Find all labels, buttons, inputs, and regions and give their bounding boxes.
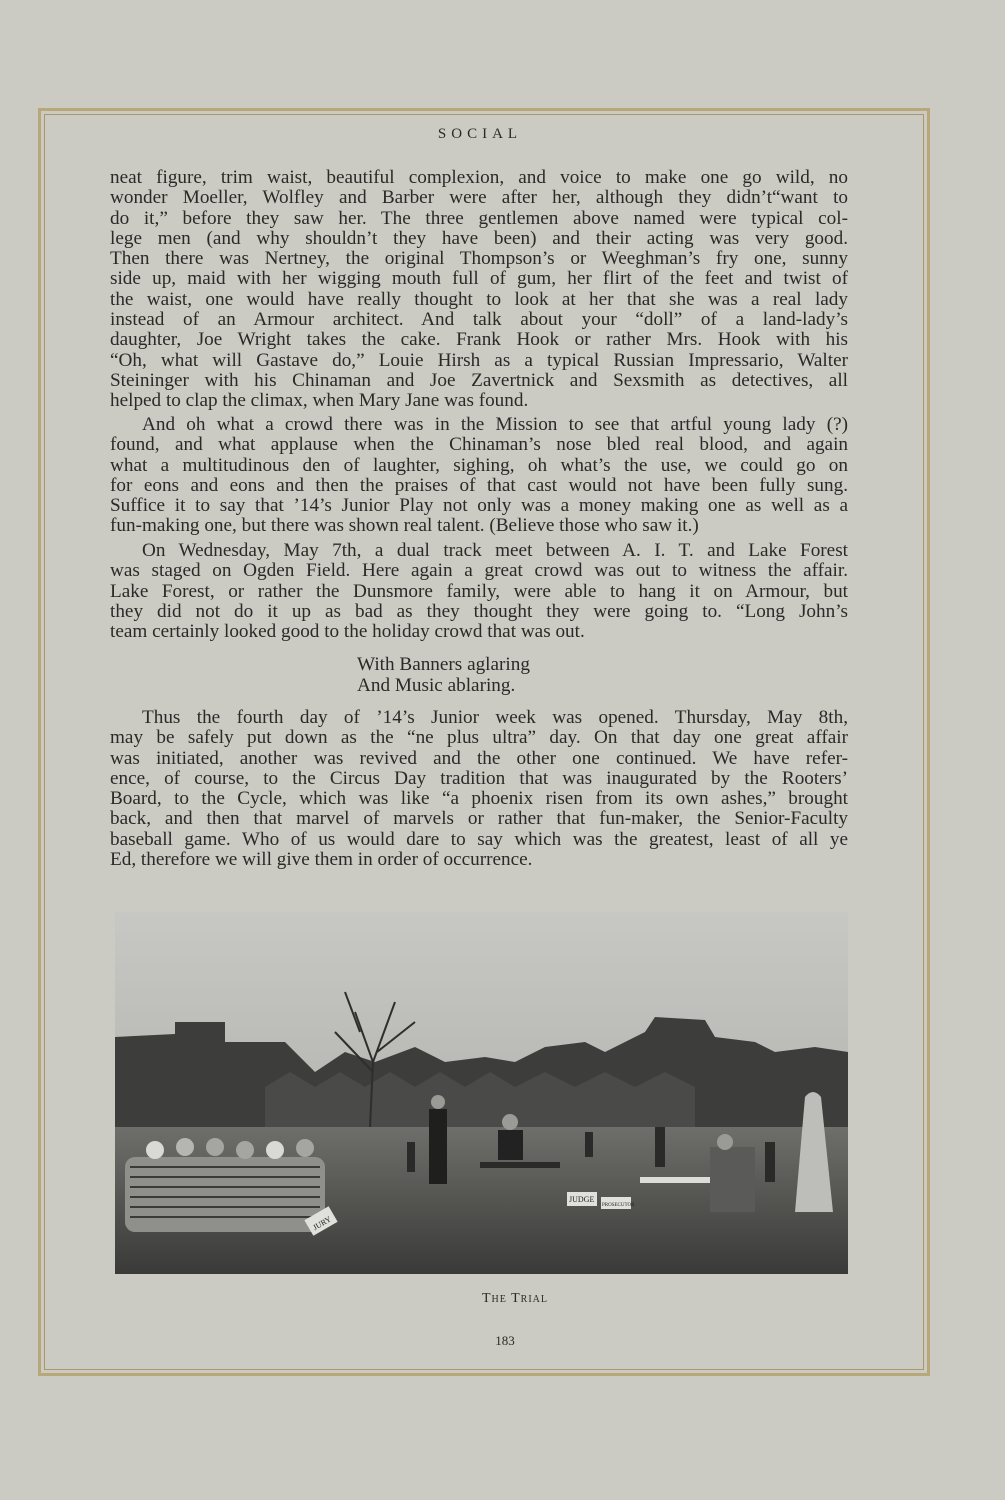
text-line: Then there was Nertney, the original Thompson’s or Weeghman’s fry one, sunny xyxy=(110,248,848,270)
text-line: was staged on Ogden Field. Here again a great crowd was out to witness the affair. xyxy=(110,560,848,582)
svg-text:PROSECUTOR: PROSECUTOR xyxy=(602,1203,635,1208)
text-line: On Wednesday, May 7th, a dual track meet between A. I. T. and Lake Forest xyxy=(142,540,848,561)
text-line: they did not do it up as bad as they thought they were going to. “Long John’s xyxy=(110,600,848,622)
text-line: Lake Forest, or rather the Dunsmore family, were able to hang it on Armour, but xyxy=(110,580,848,602)
photo-the-trial xyxy=(115,912,848,1274)
text-line: do it,” before they saw her. The three gentlemen above named were typical col- xyxy=(110,207,848,229)
paragraph-4 xyxy=(110,708,848,870)
text-line: team certainly looked good to the holiday crowd that was out. xyxy=(110,621,585,643)
text-line: fun-making one, but there was shown real talent. (Believe those who saw it.) xyxy=(110,515,699,537)
text-line: helped to clap the climax, when Mary Jane was found. xyxy=(110,390,529,412)
text-line: back, and then that marvel of marvels or rather that fun-maker, the Senior-Faculty xyxy=(110,808,848,830)
text-line: Suffice it to say that ’14’s Junior Play not only was a money making one as well as a xyxy=(110,495,848,517)
text-line: the waist, one would have really thought to look at her that she was a real lady xyxy=(110,288,848,310)
text-line: Thus the fourth day of ’14’s Junior week was opened. Thursday, May 8th, xyxy=(142,707,848,728)
paragraph-2 xyxy=(110,415,848,537)
text-line: may be safely put down as the “ne plus ultra” day. On that day one great affair xyxy=(110,727,848,749)
text-line: Board, to the Cycle, which was like “a phoenix risen from its own ashes,” brought xyxy=(110,788,848,810)
text-line: Steininger with his Chinaman and Joe Zavertnick and Sexsmith as detectives, all xyxy=(110,369,848,391)
verse xyxy=(357,655,530,696)
text-line: found, and what applause when the Chinaman’s nose bled real blood, and again xyxy=(110,434,848,456)
text-line: ence, of course, to the Circus Day tradition that was inaugurated by the Rooters’ xyxy=(110,767,848,789)
paragraph-3 xyxy=(110,541,848,642)
verse-line: With Banners aglaring xyxy=(357,654,530,675)
paragraph-1 xyxy=(110,168,848,412)
svg-text:JUDGE: JUDGE xyxy=(569,1195,595,1204)
svg-text:JURY: JURY xyxy=(311,1214,333,1233)
text-line: for eons and eons and then the praises of that cast would not have been fully sung. xyxy=(110,474,848,496)
text-line: daughter, Joe Wright takes the cake. Frank Hook or rather Mrs. Hook with his xyxy=(110,329,848,351)
running-header: SOCIAL xyxy=(437,126,523,142)
text-line: baseball game. Who of us would dare to say which was the greatest, least of all ye xyxy=(110,828,848,850)
text-line: “Oh, what will Gastave do,” Louie Hirsh as a typical Russian Impressario, Walter xyxy=(110,349,848,371)
text-line: was initiated, another was revived and the other one continued. We have refer- xyxy=(110,747,848,769)
text-line: wonder Moeller, Wolfley and Barber were after her, although they didn’t“want to xyxy=(110,187,848,209)
text-line: neat figure, trim waist, beautiful complexion, and voice to make one go wild, no xyxy=(110,167,848,188)
photo-caption: The Trial xyxy=(481,1291,548,1306)
text-line: what a multitudinous den of laughter, sighing, oh what’s the use, we could go on xyxy=(110,454,848,476)
text-line: Ed, therefore we will give them in order of occurrence. xyxy=(110,849,533,871)
verse-line: And Music ablaring. xyxy=(357,674,516,696)
text-line: And oh what a crowd there was in the Mission to see that artful young lady (?) xyxy=(142,414,848,435)
text-line: instead of an Armour architect. And talk about your “doll” of a land-lady’s xyxy=(110,309,848,331)
text-line: side up, maid with her wigging mouth full of gum, her flirt of the feet and twist of xyxy=(110,268,848,290)
text-line: lege men (and why shouldn’t they have been) and their acting was very good. xyxy=(110,227,848,249)
page-number: 183 xyxy=(495,1333,515,1348)
